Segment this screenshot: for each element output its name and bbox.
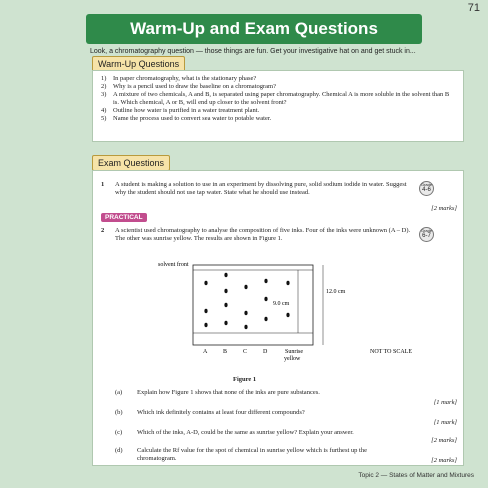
grade-badge: Grade 4-6 [419, 181, 434, 196]
warmup-item: 5) Name the process used to convert sea water to potable water. [101, 115, 272, 122]
question-number: 2 [101, 227, 105, 234]
exam-heading: Exam Questions [92, 155, 170, 171]
ink-spot [224, 303, 227, 307]
question-1-marks: [2 marks] [431, 205, 457, 212]
dimension-label-9: 9.0 cm [273, 301, 290, 307]
warmup-item: 3) A mixture of two chemicals, A and B, is separated using paper chromatography. Chemical A is more soluble in the solvent than B is. Which chemical, A or B, will end up closer to the solvent front? [101, 91, 450, 106]
question-number: 1 [101, 181, 105, 188]
lane-label: D [263, 349, 268, 355]
lane-label: yellow [284, 356, 301, 362]
ink-spot [264, 317, 267, 321]
ink-spot [204, 281, 207, 285]
chromatogram-svg [148, 253, 438, 373]
ink-spot [286, 281, 289, 285]
part-number: (d) [115, 447, 123, 454]
solvent-front-label: solvent front [158, 262, 189, 268]
question-2-text: A scientist used chromatography to analyse the composition of five inks. Four of the inks were unknown (A – D). The other was sunrise yellow. The results are shown in Figure 1. [115, 227, 411, 242]
dimension-label-12: 12.0 cm [326, 289, 346, 295]
warmup-item: 4) Outline how water is purified in a water treatment plant. [101, 107, 260, 114]
ink-spot [244, 325, 247, 329]
page-number: 71 [467, 2, 480, 14]
figure-caption: Figure 1 [233, 376, 257, 383]
part-marks: [2 marks] [431, 437, 457, 444]
page-title: Warm-Up and Exam Questions [86, 14, 422, 44]
ink-spot [224, 321, 227, 325]
ink-spot [264, 279, 267, 283]
lane-label: C [243, 349, 248, 355]
ink-spot [244, 311, 247, 315]
part-marks: [1 mark] [433, 419, 457, 426]
part-number: (a) [115, 389, 123, 396]
not-to-scale-label: NOT TO SCALE [370, 349, 413, 355]
warmup-heading: Warm-Up Questions [92, 56, 185, 72]
lane-label: Sunrise [285, 349, 303, 355]
part-number: (c) [115, 429, 123, 436]
chromatogram-figure [148, 253, 438, 373]
exam-box [92, 170, 464, 466]
warmup-box [92, 70, 464, 142]
question-1-text: A student is making a solution to use in an experiment by dissolving pure, solid sodium iodide in water. Suggest why the student should not use tap water. State what he should use instead. [115, 181, 407, 196]
ink-spot [264, 297, 267, 301]
ink-spot [224, 273, 227, 277]
lane-label: B [223, 349, 228, 355]
ink-spot [286, 313, 289, 317]
footer-topic: Topic 2 — States of Matter and Mixtures [358, 472, 474, 479]
part-marks: [2 marks] [431, 457, 457, 464]
warmup-list [101, 75, 456, 123]
part-text: Which of the inks, A-D, could be the same as sunrise yellow? Explain your answer. [137, 429, 354, 436]
part-text: Which ink definitely contains at least four different compounds? [137, 409, 305, 416]
ink-spot [204, 323, 207, 327]
lane-labels [203, 349, 303, 362]
warmup-item: 2) Why is a pencil used to draw the baseline on a chromatogram? [101, 83, 276, 90]
lane-label: A [203, 349, 208, 355]
part-marks: [1 mark] [433, 399, 457, 406]
part-number: (b) [115, 409, 123, 416]
part-text: Calculate the Rf value for the spot of chemical in sunrise yellow which is furthest up the chromatogram. [137, 447, 367, 462]
warmup-item: 1) In paper chromatography, what is the stationary phase? [101, 75, 257, 82]
ink-spot [204, 309, 207, 313]
practical-badge: PRACTICAL [101, 213, 147, 222]
ink-spot [244, 285, 247, 289]
intro-text: Look, a chromatography question — those things are fun. Get your investigative hat on and get stuck in... [90, 48, 416, 55]
part-text: Explain how Figure 1 shows that none of the inks are pure substances. [137, 389, 320, 396]
grade-badge: Grade 6-7 [419, 227, 434, 242]
ink-spot [224, 289, 227, 293]
